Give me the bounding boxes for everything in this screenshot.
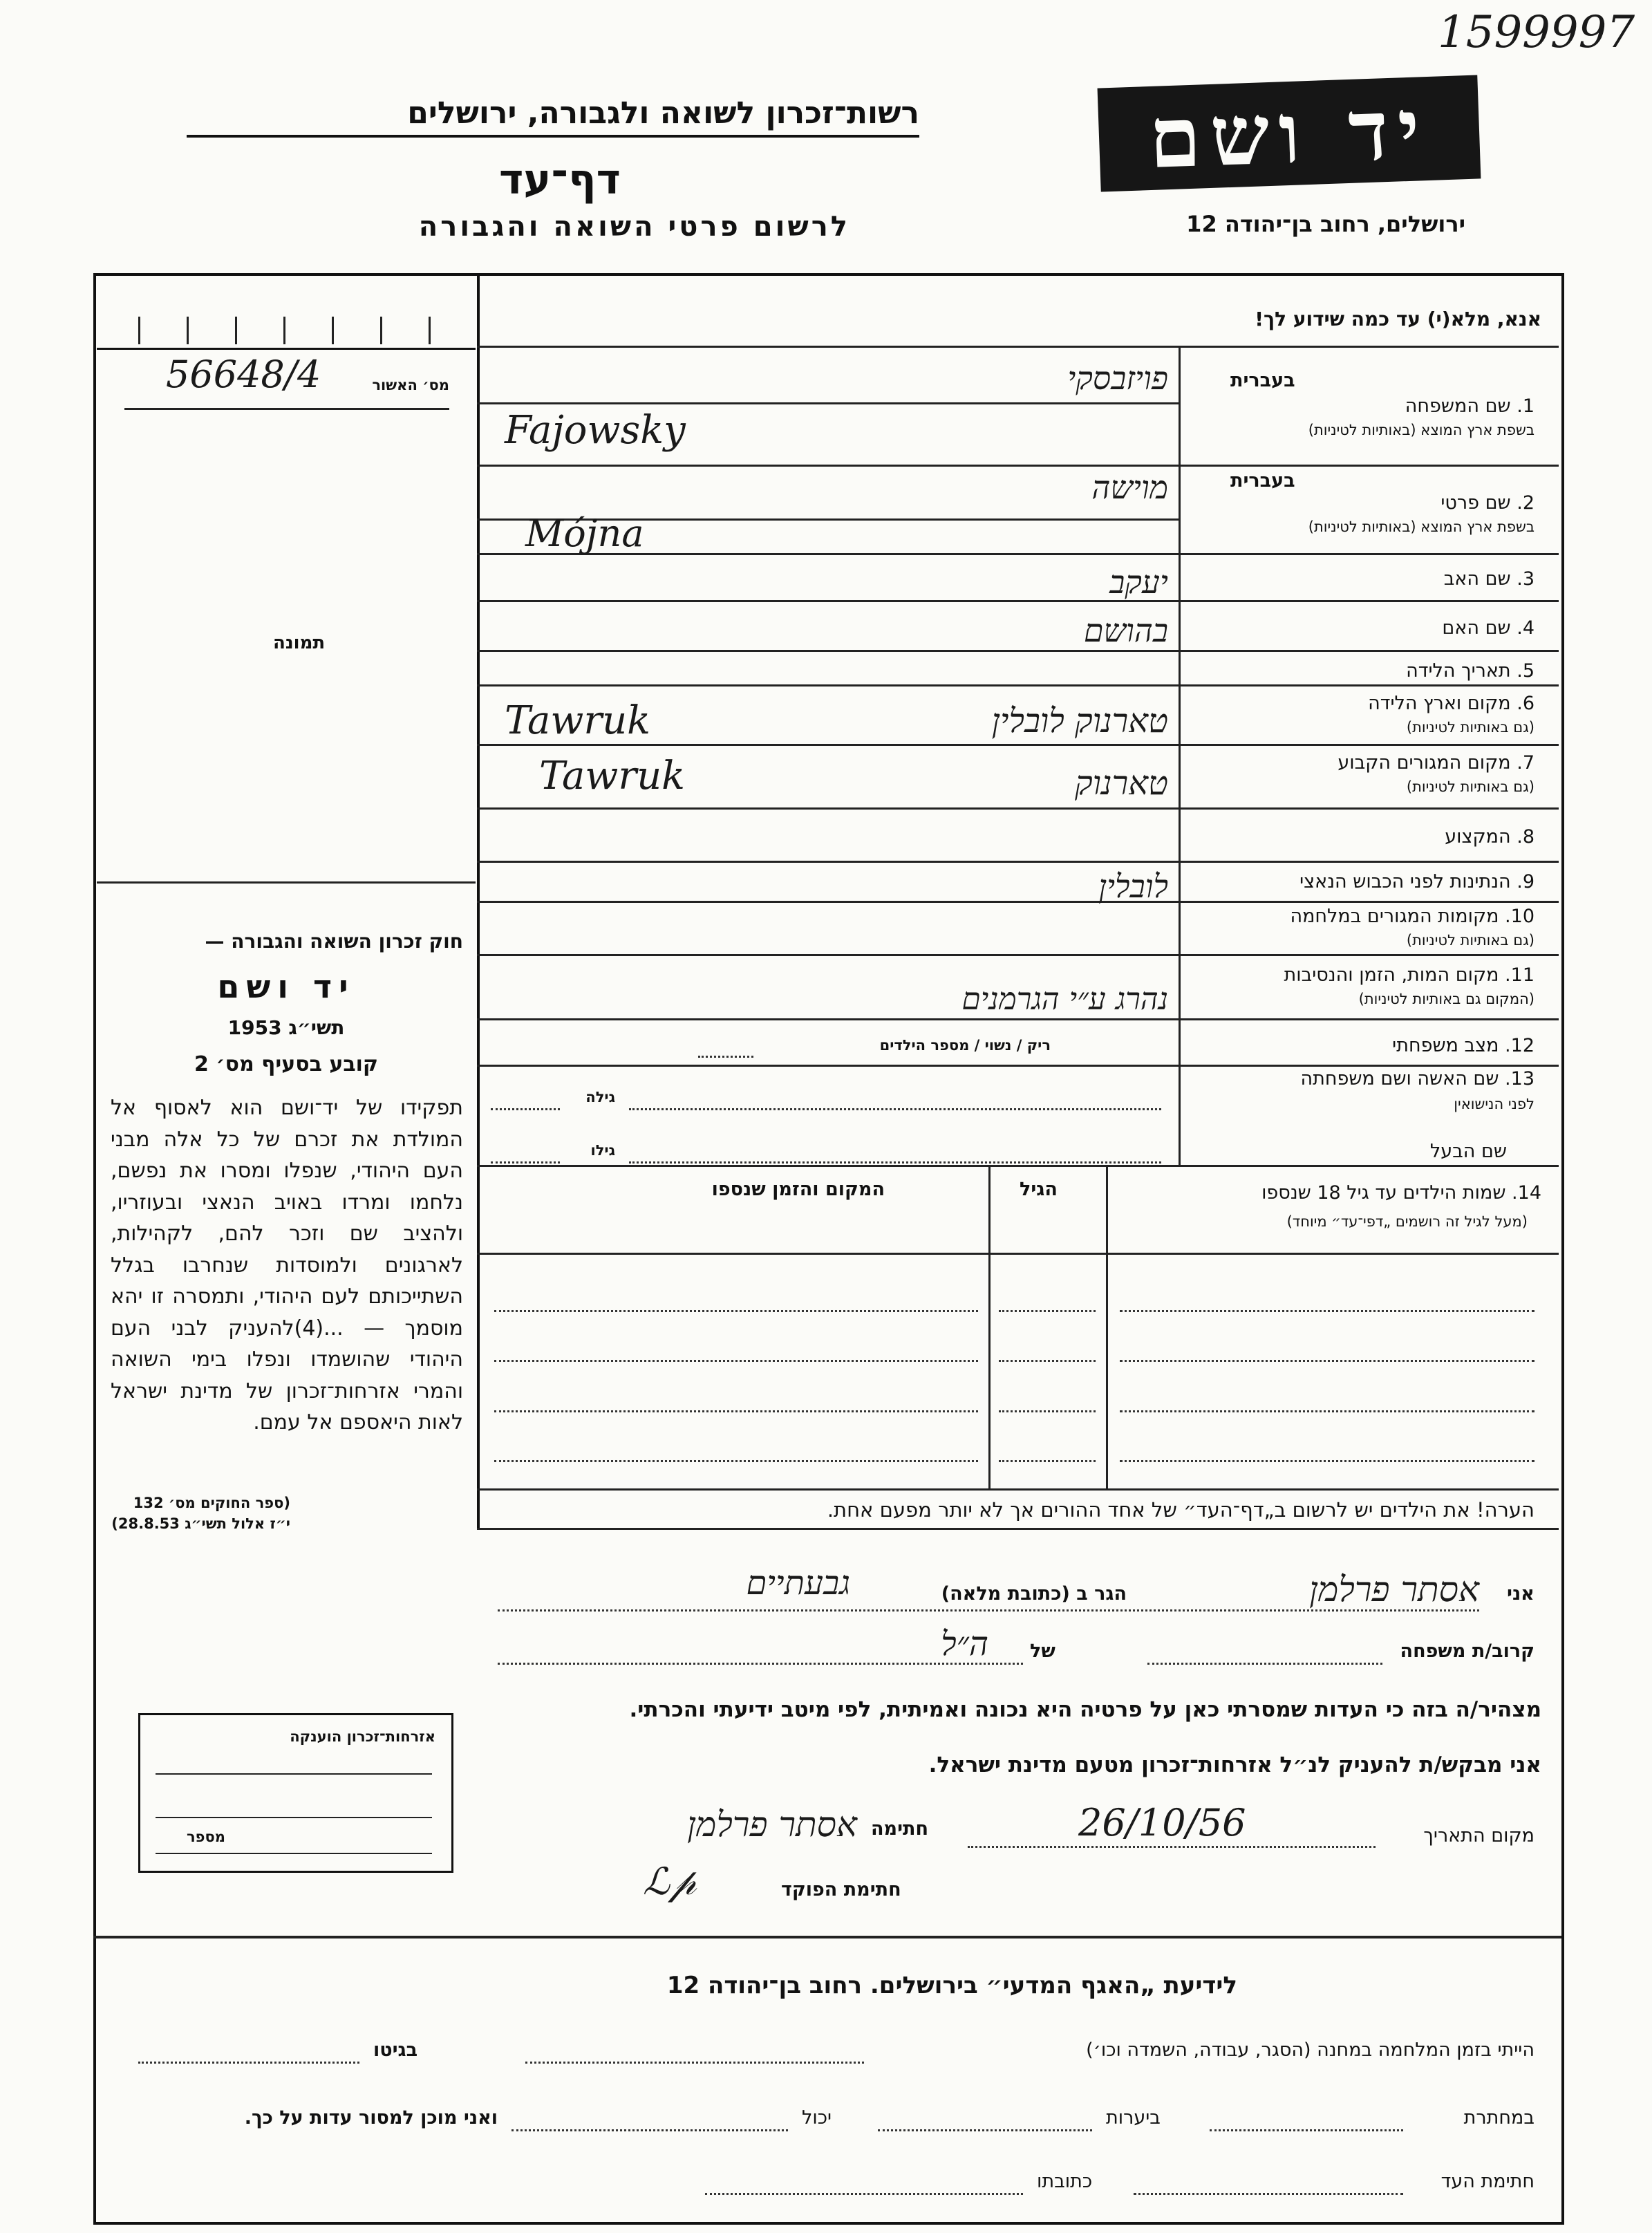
field-1-label: 1. שם המשפחה: [1405, 395, 1534, 417]
form-subtitle: לרשום פרטי השואה והגבורה: [418, 211, 850, 243]
hebrew-label-1: בעברית: [1230, 370, 1295, 391]
children-age-column: הגיל: [1020, 1179, 1058, 1200]
field-6-sublabel: (גם באותיות לטיניות): [1406, 719, 1534, 736]
field-2-label: 2. שם פרטי: [1440, 492, 1534, 514]
officer-signature-label: חתימת הפוקד: [781, 1879, 901, 1900]
wife-age-label: גילה: [585, 1089, 615, 1105]
logo-address: ירושלים, רחוב בן־יהודה 12: [1186, 211, 1465, 237]
field-13-label: 13. שם האשה ושם משפחתה: [1300, 1068, 1534, 1090]
law-source-date: י״ז אלול תשי״ג 28.8.53): [111, 1515, 290, 1532]
place-date-label: מקום התאריך: [1423, 1825, 1534, 1847]
footer-camp-line: הייתי בזמן המלחמה במחנה (הסגר, עבודה, השמדה וכו׳): [1086, 2039, 1534, 2061]
relation-of-label: של: [1030, 1641, 1055, 1662]
law-name: יד ושם: [217, 968, 355, 1005]
relation-value[interactable]: ה״ל: [941, 1625, 988, 1663]
field-7-label: 7. מקום המגורים הקבוע: [1337, 752, 1534, 774]
field-3-value[interactable]: יעקב: [1109, 563, 1168, 601]
field-8-label: 8. המקצוע: [1445, 826, 1534, 848]
field-12-label: 12. מצב משפחתי: [1392, 1035, 1534, 1056]
field-2-sublabel: בשפת ארץ המוצא (באותיות לטיניות): [1308, 518, 1534, 535]
declaration-date[interactable]: 26/10/56: [1078, 1801, 1246, 1844]
citizenship-box-title: אזרחות־זכרון הוענקה: [290, 1728, 435, 1745]
hebrew-label-2: בעברית: [1230, 470, 1295, 492]
archive-number: 1599997: [1438, 7, 1635, 58]
footer-title: לידיעת „האגף המדעי״ בירושלים. רחוב בן־יהודה 12: [666, 1972, 1237, 1999]
relation-label: קרוב/ת משפחה: [1400, 1641, 1534, 1662]
children-label: 14. שמות הילדים עד גיל 18 שנספו: [1261, 1182, 1541, 1204]
record-number-value[interactable]: 56648/4: [166, 353, 321, 396]
footer-witness-signature-label: חתימת העד: [1440, 2171, 1534, 2192]
citizenship-number-label: מספר: [187, 1829, 225, 1845]
law-title: חוק זכרון השואה והגבורה —: [205, 930, 463, 953]
footer-testimony-text: ואני מוכן למסור עדות על כך.: [244, 2107, 498, 2129]
law-year: תשי״ג 1953: [227, 1016, 345, 1039]
law-source: (ספר החוקים מס׳ 132: [133, 1495, 290, 1511]
record-number-label: מס׳ האשור: [372, 377, 449, 393]
declarant-i-label: אני: [1507, 1583, 1534, 1605]
field-11-label: 11. מקום המות, הזמן והנסיבות: [1284, 964, 1534, 986]
photo-label: תמונה: [273, 633, 326, 653]
footer-underground-label: במחתרת: [1463, 2107, 1534, 2129]
footer-forests-label: ביערות: [1106, 2107, 1161, 2129]
declarant-address[interactable]: גבעתיים: [746, 1564, 850, 1603]
field-1-latin-value[interactable]: Fajowsky: [505, 408, 686, 453]
footer-can-label: יכול: [802, 2107, 832, 2129]
form-title: דף־עד: [499, 156, 621, 204]
husband-age-label: גילו: [590, 1142, 615, 1159]
field-5-label: 5. תאריך הלידה: [1406, 660, 1534, 682]
field-4-label: 4. שם האם: [1442, 617, 1534, 639]
tick-row: [97, 310, 476, 350]
field-13-sublabel: לפני הנישואין: [1454, 1096, 1534, 1112]
field-12-options[interactable]: ריק / נשוי / מספר הילדים: [879, 1037, 1051, 1054]
children-place-column: המקום והזמן שנספו: [711, 1179, 885, 1200]
husband-label: שם הבעל: [1429, 1141, 1507, 1162]
field-1-sublabel: בשפת ארץ המוצא (באותיות לטיניות): [1308, 422, 1534, 438]
field-11-value[interactable]: נהרג ע״י הגרמנים: [961, 982, 1168, 1017]
field-2-latin-value[interactable]: Mójna: [525, 512, 644, 555]
yad-vashem-logo: יד ושם: [1098, 75, 1481, 191]
declarant-signature[interactable]: אסתר פרלמן: [687, 1804, 857, 1844]
intro-text: אנא, מלא(י) עד כמה שידוע לך!: [1255, 308, 1541, 330]
field-7-sublabel: (גם באותיות לטיניות): [1406, 778, 1534, 795]
signature-label: חתימה: [871, 1818, 929, 1840]
law-text: תפקידו של יד־ושם הוא לאסוף אל המולדת את זכרם של כל אלה מבני העם היהודי, שנפלו ומסרו את נפשם, נלחמו ומרדו באויב הנאצי ובעוזריו, ולהציב שם וזכר להם, לקהילות, לארגונים ולמוסדות שנחרבו בגלל השתייכותם לעם היהודי, ותמסרה זו יהא מוסמך — ...(4)להעניק לבני העם היהודי שהושמדו ונפלו בימי השואה והמרי אזרחות־זכרון של מדינת ישראל לאות היאספם אל עמם.: [111, 1096, 463, 1435]
declarant-name[interactable]: אסתר פרלמן: [1309, 1569, 1479, 1609]
field-2-hebrew-value[interactable]: מוישה: [1091, 469, 1168, 506]
field-10-label: 10. מקומות המגורים במלחמה: [1290, 906, 1534, 927]
footer-address-label: כתובתו: [1037, 2171, 1093, 2192]
field-10-sublabel: (גם באותיות לטיניות): [1406, 932, 1534, 949]
officer-initials: ℒ𝓅: [643, 1860, 697, 1903]
field-3-label: 3. שם האב: [1443, 568, 1534, 590]
field-9-label: 9. הנתינות לפני הכבוש הנאצי: [1299, 871, 1534, 893]
field-6-hebrew-value[interactable]: טארנוק לובלין: [991, 702, 1168, 740]
children-note: הערה! את הילדים יש לרשום ב„דף־העד״ של אחד ההורים אך לא יותר מפעם אחת.: [827, 1498, 1534, 1522]
footer-ghetto-label: בגיטו: [373, 2039, 418, 2061]
field-9-value[interactable]: לובלין: [1098, 868, 1168, 905]
field-7-latin-value[interactable]: Tawruk: [539, 754, 686, 798]
children-sublabel: (מעל לגיל זה רושמים „דפי־עד״ מיוחד): [1286, 1213, 1528, 1230]
field-11-sublabel: (המקום גם באותיות לטיניות): [1358, 991, 1534, 1007]
request-text: אני מבקש/ת להעניק לנ״ל אזרחות־זכרון מטעם מדינת ישראל.: [928, 1753, 1541, 1777]
declaration-text: מצהיר/ה בזה כי העדות שמסרתי כאן על פרטיה היא נכונה ואמיתית, לפי מיטב ידיעתי והכרתי.: [629, 1697, 1541, 1722]
field-6-latin-value[interactable]: Tawruk: [505, 698, 651, 743]
field-7-hebrew-value[interactable]: טארנוק: [1075, 764, 1168, 803]
field-4-value[interactable]: בהושם: [1083, 612, 1168, 649]
law-clause: קובע בסעיף מס׳ 2: [194, 1052, 379, 1076]
field-1-hebrew-value[interactable]: פויזבסקי: [1067, 359, 1168, 397]
authority-name: רשות־זכרון לשואה ולגבורה, ירושלים: [187, 95, 919, 138]
declarant-address-label: הגר ב (כתובת מלאה): [941, 1583, 1127, 1605]
field-6-label: 6. מקום וארץ הלידה: [1368, 693, 1534, 714]
